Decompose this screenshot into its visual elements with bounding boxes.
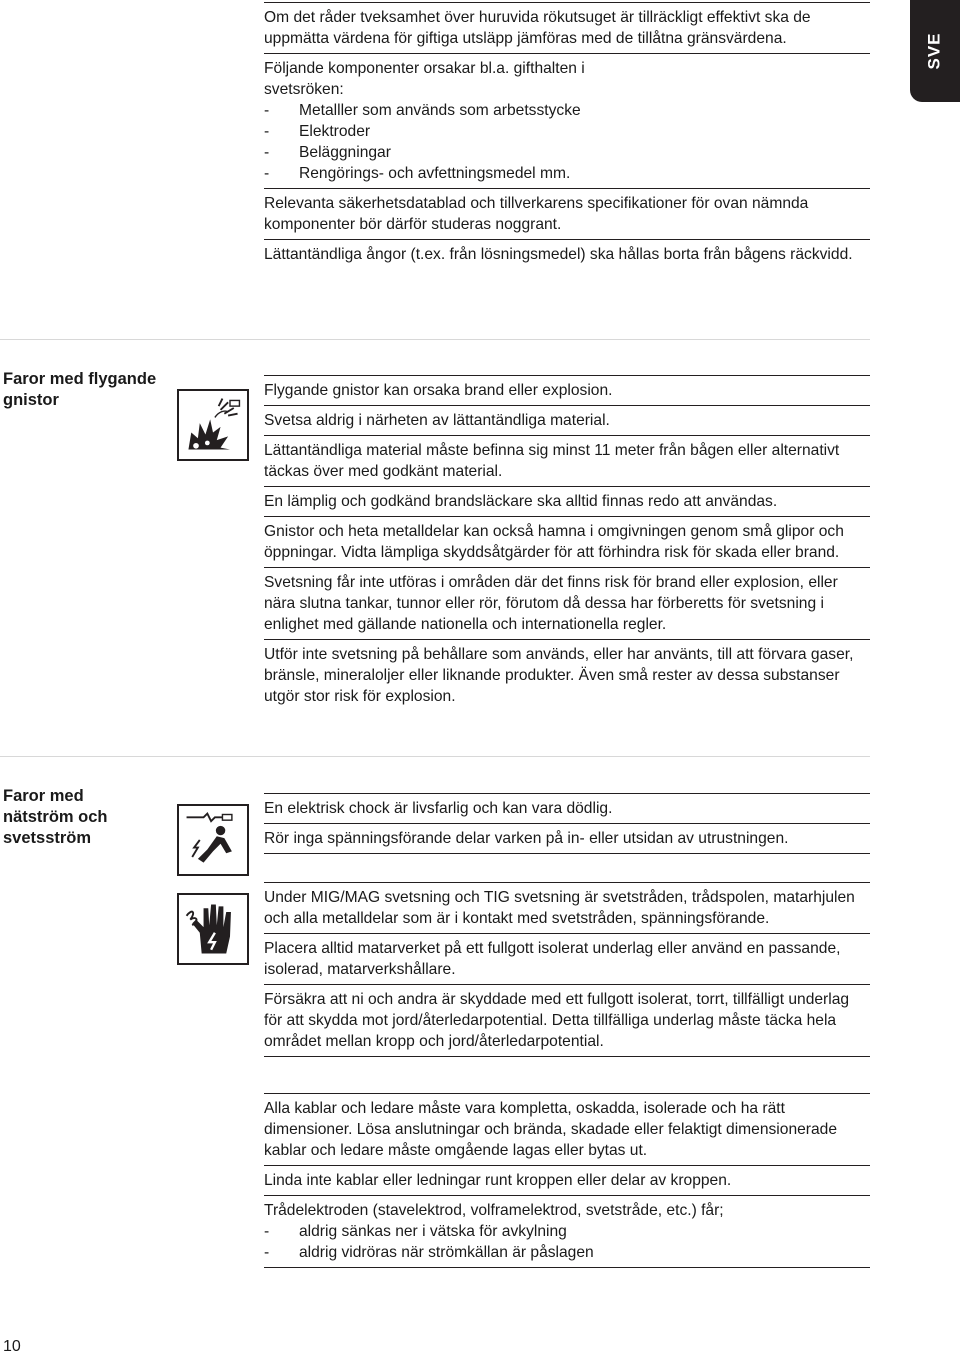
intro-paragraph-4: Lättantändliga ångor (t.ex. från lösningsmedel) ska hållas borta från bågens räckvidd.: [264, 246, 853, 263]
list-item: - Elektroder: [264, 123, 371, 140]
fire-explosion-icon: [177, 389, 249, 461]
electric-group-2: [264, 882, 870, 1057]
intro-paragraph-1: Om det råder tveksamhet över huruvida rökutsuget är tillräckligt effektivt ska de uppmätta värdena för giftiga utsläpp jämföras med de tillåtna gränsvärdena.: [264, 2, 870, 54]
electric-group-3: [264, 1093, 870, 1268]
language-tab: [910, 0, 960, 102]
electric-list: [264, 1221, 870, 1263]
electric-paragraph: En elektrisk chock är livsfarlig och kan vara dödlig.: [264, 793, 870, 824]
electric-paragraph: Alla kablar och ledare måste vara kompletta, oskadda, isolerade och ha rätt dimensioner. Lösa anslutningar och brända, skadade eller felaktigt dimensionerade kablar och ledare måste omgående lagas eller bytas ut.: [264, 1093, 870, 1166]
sparks-paragraph: Lättantändliga material måste befinna sig minst 11 meter från bågen eller alternativt täckas över med godkänt material.: [264, 436, 870, 487]
section-divider: [0, 756, 870, 757]
sparks-paragraph: En lämplig och godkänd brandsläckare ska alltid finnas redo att användas.: [264, 487, 870, 517]
electric-shock-hand-icon: [177, 893, 249, 965]
intro-list-lead: Följande komponenter orsakar bl.a. gifthalten i svetsröken:: [264, 60, 585, 98]
list-item: - Rengörings- och avfettningsmedel mm.: [264, 165, 571, 182]
page-number: 10: [3, 1338, 21, 1355]
sparks-paragraph: Utför inte svetsning på behållare som används, eller har använts, till att förvara gaser, bränsle, mineraloljer eller liknande produkter. Även små rester av dessa substanser utgör stor risk för explosion.: [264, 646, 854, 705]
section-divider: [0, 339, 870, 340]
electric-shock-person-icon: [177, 804, 249, 876]
intro-list: [264, 100, 870, 184]
sparks-paragraph: Svetsning får inte utföras i områden där det finns risk för brand eller explosion, eller nära slutna tankar, tunnor eller rör, förutom då dessa har förberetts för svetsning i enlighet med gällande nationella och internationella regler.: [264, 568, 870, 640]
electric-paragraph: Placera alltid matarverket på ett fullgott isolerat underlag eller använd en passande, isolerad, matarverkshållare.: [264, 934, 870, 985]
list-item: - aldrig sänkas ner i vätska för avkylning: [264, 1223, 567, 1240]
electric-list-lead: Trådelektroden (stavelektrod, volframelektrod, svetstråde, etc.) får;: [264, 1202, 724, 1219]
list-item: - Metalller som används som arbetsstycke: [264, 102, 581, 119]
sparks-paragraph: Flygande gnistor kan orsaka brand eller explosion.: [264, 375, 870, 406]
sparks-text: [264, 375, 870, 711]
electric-paragraph: Linda inte kablar eller ledningar runt kroppen eller delar av kroppen.: [264, 1166, 870, 1196]
intro-section: [264, 2, 870, 269]
intro-paragraph-3: Relevanta säkerhetsdatablad och tillverkarens specifikationer för ovan nämnda komponenter bör därför studeras noggrant.: [264, 189, 870, 240]
language-tab-label: SVE: [925, 32, 944, 70]
list-item: - aldrig vidröras när strömkällan är påslagen: [264, 1244, 594, 1261]
electric-paragraph: Rör inga spänningsförande delar varken på in- eller utsidan av utrustningen.: [264, 824, 870, 854]
electric-list-paragraph: [264, 1196, 870, 1268]
intro-paragraph-2: [264, 54, 870, 189]
electric-paragraph: Under MIG/MAG svetsning och TIG svetsning är svetstråden, trådspolen, matarhjulen och alla metalldelar som är i kontakt med svetstråden, spänningsförande.: [264, 882, 870, 934]
electric-paragraph: Försäkra att ni och andra är skyddade med ett fullgott isolerat, torrt, tillfälligt underlag för att skydda mot jord/återledarpotential. Detta tillfälliga underlag måste täcka hela området mellan kropp och jord/återledarpotential.: [264, 985, 870, 1057]
sparks-paragraph: Svetsa aldrig i närheten av lättantändliga material.: [264, 406, 870, 436]
sparks-section-title: Faror med flygande gnistor: [3, 370, 157, 409]
electric-group-1: [264, 793, 870, 854]
sparks-paragraph: Gnistor och heta metalldelar kan också hamna i omgivningen genom små glipor och öppningar. Vidta lämpliga skyddsåtgärder för att förhindra risk för skada eller brand.: [264, 517, 870, 568]
list-item: - Beläggningar: [264, 144, 391, 161]
electric-section-title: Faror med nätström och svetsström: [3, 787, 108, 847]
